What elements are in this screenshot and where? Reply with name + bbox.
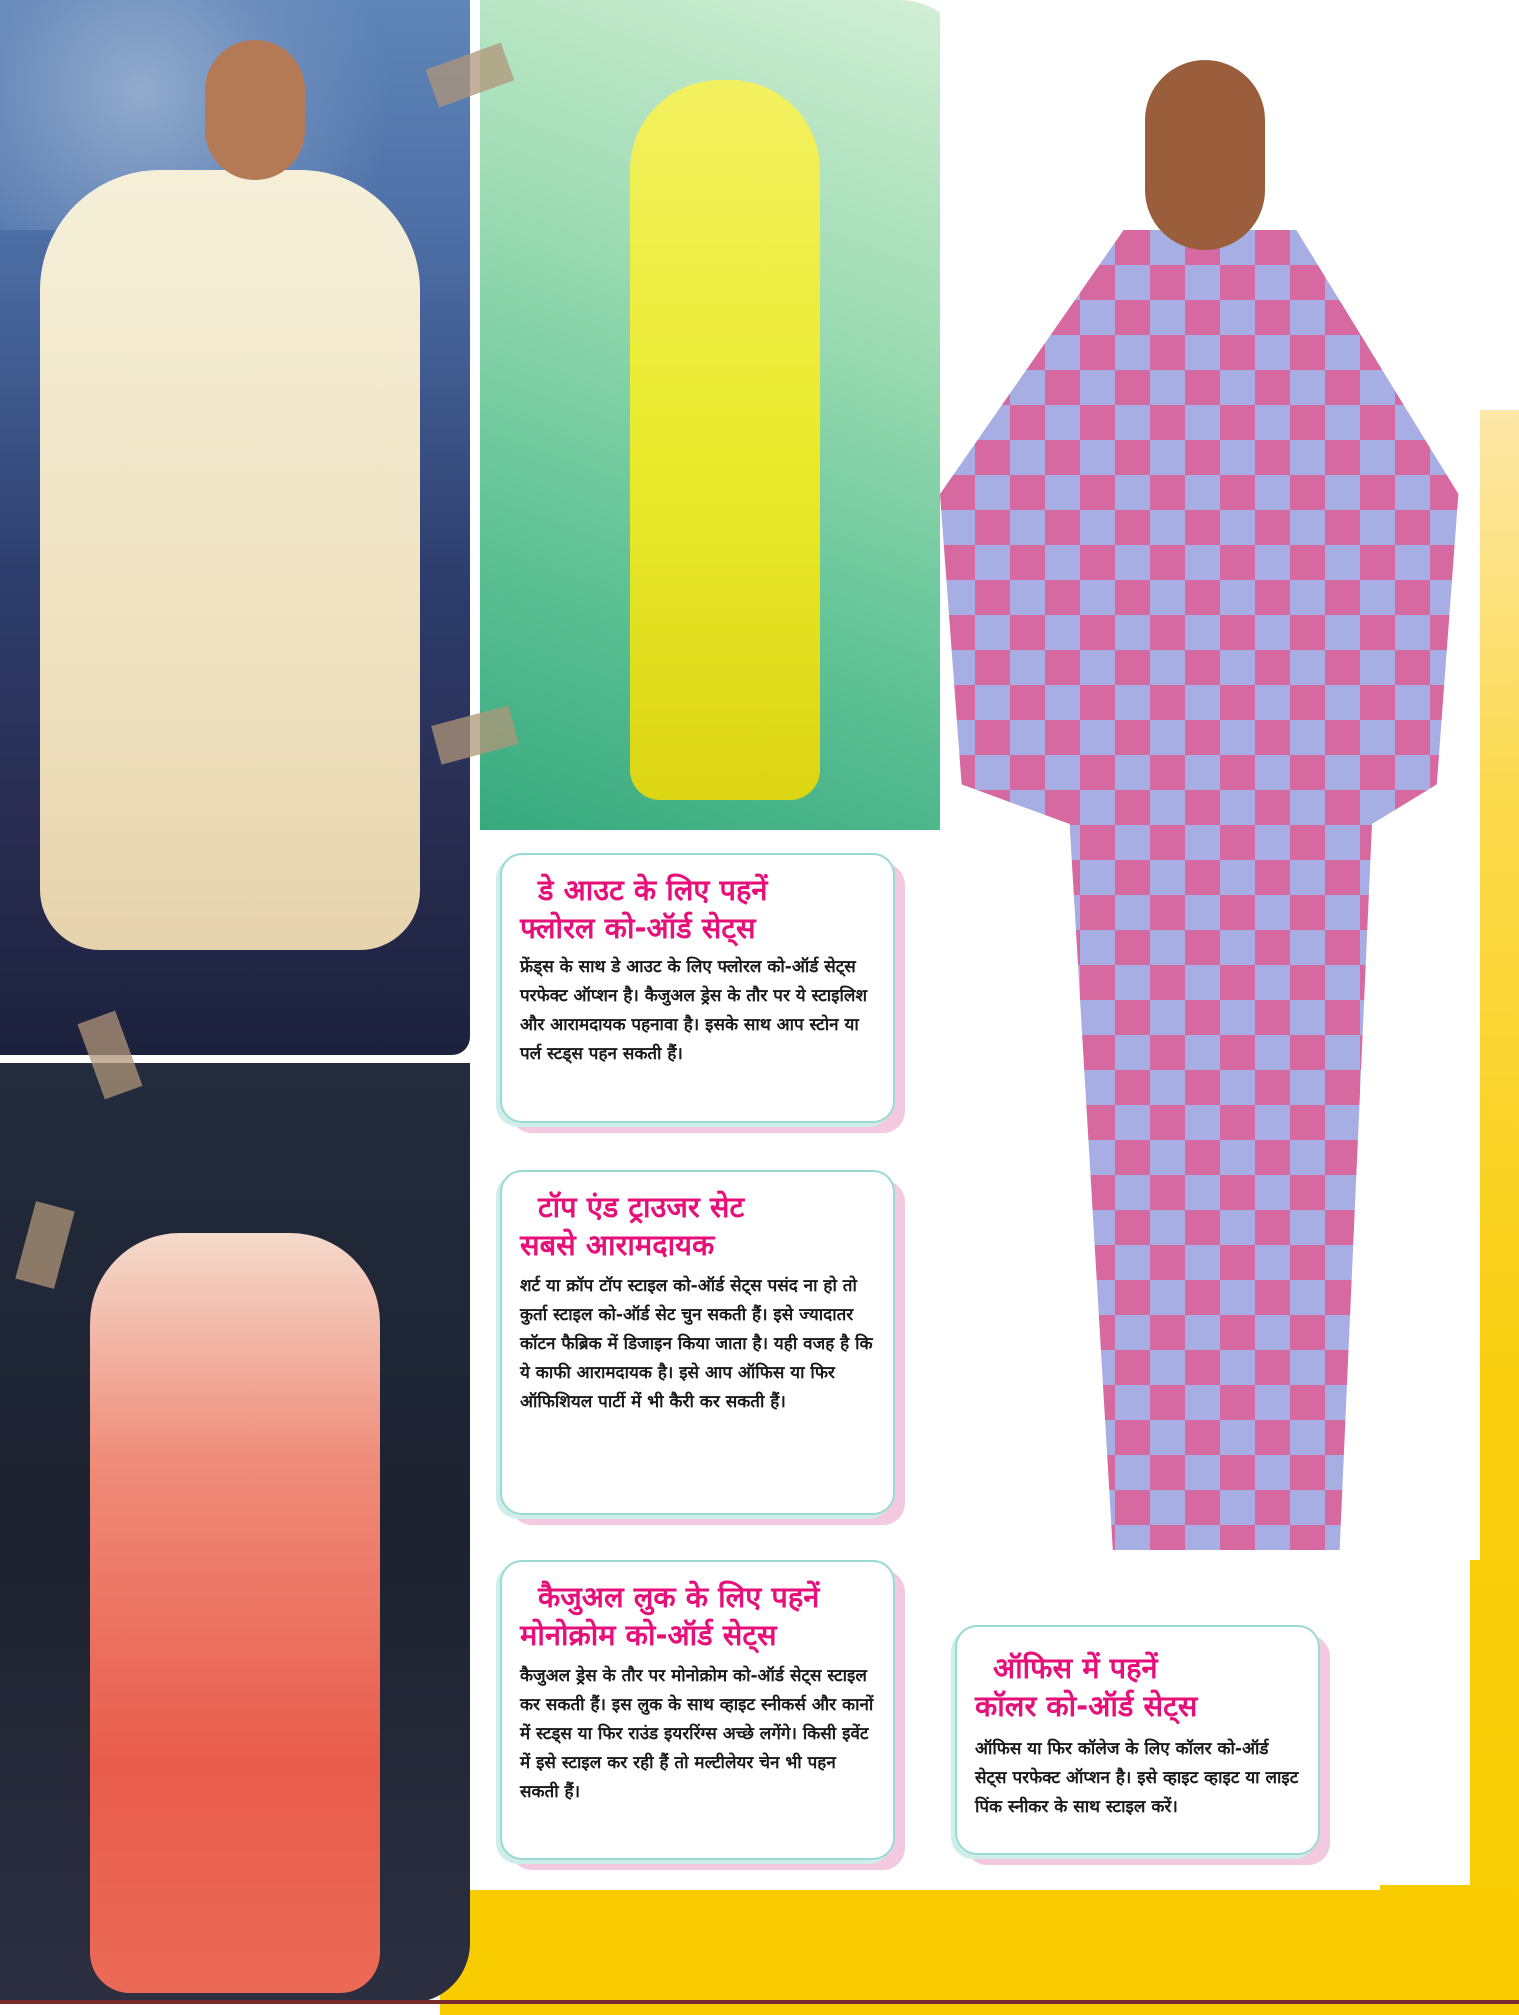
- monochrome-coord-box: [500, 1560, 895, 1860]
- office-heading-line-1: ऑफिस में पहनें: [993, 1651, 1158, 1685]
- floral-heading-line-1: डे आउट के लिए पहनें: [538, 873, 768, 907]
- yellow-coord-studio-photo: [480, 0, 970, 830]
- office-body: ऑफिस या फिर कॉलेज के लिए कॉलर को-ऑर्ड सेट्स परफेक्ट ऑप्शन है। इसे व्हाइट व्हाइट या लाइट पिंक स्नीकर के साथ स्टाइल करें।: [975, 1739, 1299, 1817]
- floral-body: फ्रेंड्स के साथ डे आउट के लिए फ्लोरल को-ऑर्ड सेट्स परफेक्ट ऑप्शन है। कैजुअल ड्रेस के तौर पर ये स्टाइलिश और आरामदायक पहनावा है। इसके साथ आप स्टोन या पर्ल स्टड्स पहन सकती हैं।: [520, 957, 868, 1064]
- floral-heading-line-2: फ्लोरल को-ऑर्ड सेट्स: [520, 911, 756, 945]
- collar-coord-box: [955, 1625, 1320, 1855]
- monochrome-heading-line-2: मोनोक्रोम को-ऑर्ड सेट्स: [520, 1618, 777, 1652]
- trouser-set-box: [500, 1170, 895, 1515]
- trouser-body: शर्ट या क्रॉप टॉप स्टाइल को-ऑर्ड सेट्स पसंद ना हो तो कुर्ता स्टाइल को-ऑर्ड सेट चुन सकती हैं। इसे ज्यादातर कॉटन फैब्रिक में डिजाइन किया जाता है। यही वजह है कि ये काफी आरामदायक है। इसे आप ऑफिस या फिर ऑफिशियल पार्टी में भी कैरी कर सकती हैं।: [520, 1276, 873, 1412]
- coral-print-coord-runway-photo: [0, 1063, 470, 2003]
- floral-coord-runway-photo: [0, 0, 470, 1055]
- trouser-heading-line-2: सबसे आरामदायक: [520, 1228, 715, 1262]
- office-heading-line-2: कॉलर को-ऑर्ड सेट्स: [975, 1689, 1198, 1723]
- page-bottom-rule: [0, 2000, 1519, 2004]
- trouser-heading-line-1: टॉप एंड ट्राउजर सेट: [538, 1190, 745, 1224]
- floral-coord-box: [500, 853, 895, 1123]
- checkered-coord-runway-photo: [940, 0, 1480, 1560]
- monochrome-body: कैजुअल ड्रेस के तौर पर मोनोक्रोम को-ऑर्ड सेट्स स्टाइल कर सकती हैं। इस लुक के साथ व्हाइट स्नीकर्स और कानों में स्टड्स या फिर राउंड इयररिंग्स अच्छे लगेंगे। किसी इवेंट में इसे स्टाइल कर रही हैं तो मल्टीलेयर चेन भी पहन सकती हैं।: [520, 1666, 874, 1802]
- yellow-accent-bottom: [440, 1890, 1519, 2015]
- monochrome-heading-line-1: कैजुअल लुक के लिए पहनें: [538, 1580, 820, 1614]
